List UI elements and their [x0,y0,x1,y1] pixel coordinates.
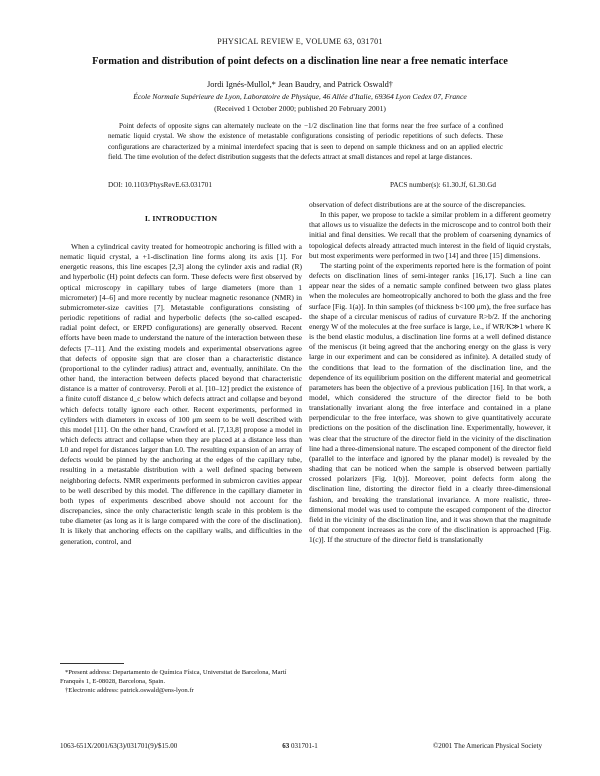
abstract: Point defects of opposite signs can alternately nucleate on the −1/2 disclination line that forms near the free surface of a confined nematic liquid crystal. We show the existence of metastable configurations consisting of periodic repetitions of such defects. These configurations are characterized by a minimal interdefect spacing that is seen to depend on sample thickness and on an applied electric field. The time evolution of the defect distribution suggests that the defects attract at small distances and repel at large distances. [108,122,503,161]
body-paragraph: observation of defect distributions are at the source of the discrepancies. [309,200,526,209]
footer-code: 1063-651X/2001/63(3)/031701(9)/$15.00 [60,742,178,750]
body-paragraph: When a cylindrical cavity treated for homeotropic anchoring is filled with a nematic liquid crystal, a +1-disclination line forms along its axis [1]. For energetic reasons, this line escapes [2,3] along the cylinder axis and radial (R) and hyperbolic (H) point defects can form. These defects were first observed by optical microscopy in capillary tubes of large diameters (more than 1 micrometer) [4–6] and more recently by nuclear magnetic resonance (NMR) in submicrometer-size cavities [7]. Metastable configurations consisting of periodic repetitions of radial and hyperbolic defects (the so-called escaped-radial point defect, or ERPD configurations) are generally observed. Recent efforts have been made to understand the nature of the interaction between these defects [7–11]. And the existing models and experimental observations agree that defects of opposite sign that are closer than a characteristic distance (proportional to the cylinder radius) attract and, eventually, annihilate. On the other hand, the interaction between defects placed beyond that characteristic distance is a matter of controversy. Peroli et al. [10–12] predict the existence of a finite cutoff distance d_c below which defects attract and collapse and beyond which defects totally ignore each other. Recent experiments, performed in cylinders with diameters in excess of 100 μm seem to be well described with this model [11]. On the other hand, Crawford et al. [7,13,8] propose a model in which defects attract and collapse when they are placed at a distance less than L0 and repel for distances larger than L0. The resulting expansion of an array of defects would be pinned by the anchoring at the edges of the capillary tube, resulting in a metastable distribution with a well defined spacing between neighboring defects. NMR experiments performed in submicron cavities appear to be well described by this model. The difference in the capillary diameter in both types of experiments described above should not account for the discrepancies, since the only characteristic length scale in this problem is the tube diameter (as long as it is large compared with the core of the disclination). It is likely that anchoring effects on the capillary walls, and difficulties in the generation, control, and [60,242,302,546]
author-list: Jordi Ignés-Mullol,* Jean Baudry, and Patrick Oswald† [207,80,393,89]
volume-number: 63 [282,742,290,750]
copyright: ©2001 The American Physical Society [432,742,542,750]
footnotes [60,668,302,696]
received-dates: (Received 1 October 2000; published 20 February 2001) [214,104,386,113]
footnote: †Electronic address: patrick.oswald@ens-lyon.fr [65,687,194,695]
section-heading: I. INTRODUCTION [144,214,218,223]
footnote-rule [60,663,124,664]
left-column [60,242,302,547]
page-id: 031701-1 [289,742,318,750]
article-title: Formation and distribution of point defects on a disclination line near a free nematic interface [92,56,508,67]
footnote: *Present address: Departamento de Química Física, Universitat de Barcelona, Martí Franquès 1, E-08028, Barcelona, Spain. [60,669,287,686]
pacs-numbers: PACS number(s): 61.30.Jf, 61.30.Gd [390,181,496,189]
affiliation: École Normale Supérieure de Lyon, Laboratoire de Physique, 46 Allée d'Italie, 69364 Lyon Cedex 07, France [133,92,467,101]
doi: DOI: 10.1103/PhysRevE.63.031701 [108,181,212,189]
body-paragraph: In this paper, we propose to tackle a similar problem in a different geometry that allows us to visualize the defects in the microscope and to control both their initial and final densities. We recall that the problem of coarsening dynamics of topological defects already attracted much interest in the field of liquid crystals, but most experiments were performed in two [14] and three [15] dimensions. [309,210,551,260]
running-head: PHYSICAL REVIEW E, VOLUME 63, 031701 [217,37,383,46]
right-column [309,200,551,545]
body-paragraph: The starting point of the experiments reported here is the formation of point defects on disclination lines of semi-integer ranks [16,17]. Such a line can appear near the sides of a nematic sample confined between two glass plates when the molecules are homeotropically anchored to both the glass and the free surface [Fig. 1(a)]. In thin samples (of thickness b<100 μm), the free surface has the shape of a circular meniscus of radius of curvature R>b/2. If the anchoring energy W of the molecules at the free surface is large, i.e., if WR/K≫1 where K is the bend elastic modulus, a disclination line forms at a well defined distance of the meniscus (it being agreed that the anchoring energy on the glass is very large in our experiment and can be considered as infinite). A detailed study of the conditions that lead to the formation of the disclination line, and the dependence of its equilibrium position on the different material and geometrical parameters has been the objective of a previous publication [16]. In that work, a model, which considered the structure of the director field to be both translationally invariant along the free interface and contained in a plane perpendicular to the free interface, was shown to give quantitatively accurate predictions on the position of the disclination line. Experimentally, however, it was clear that the structure of the director field in the vicinity of the disclination line had a three-dimensional nature. The escaped component of the director field (parallel to the interface and ignored by the planar model) is revealed by the shading that can be noticed when the sample is observed between partially crossed polarizers [Fig. 1(b)]. Moreover, point defects form along the disclination line, distorting the director field in a clearly three-dimensional fashion, and breaking the translational invariance. A more realistic, three-dimensional model was used to compute the escaped component of the director field in the vicinity of the disclination line, and it was shown that the magnitude of that component increases as the core of the disclination is approached [Fig. 1(c)]. If the structure of the director field is translationally [309,260,551,545]
